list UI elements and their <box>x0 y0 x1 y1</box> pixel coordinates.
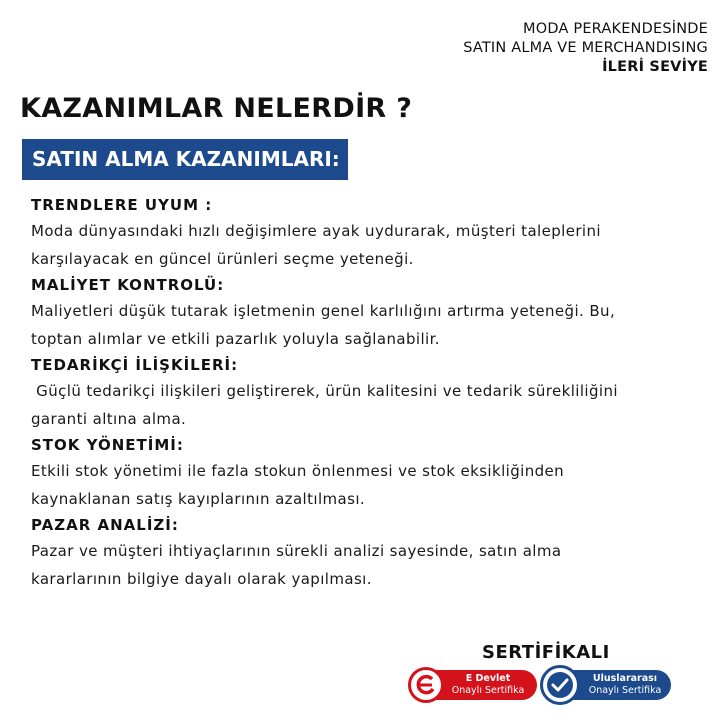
outcome-heading: TEDARİKÇİ İLİŞKİLERİ: <box>31 356 239 374</box>
outcome-trend <box>31 193 691 273</box>
course-title-line-1: MODA PERAKENDESİNDE <box>523 21 708 37</box>
outcome-description: Maliyetleri düşük tutarak işletmenin genel karlılığını artırma yeteneği. Bu, toptan alımlar ve etkili pazarlık yoluyla sağlanabilir. <box>31 302 616 348</box>
page-title: KAZANIMLAR NELERDİR ? <box>20 93 413 124</box>
outcome-stock-management <box>31 433 691 513</box>
outcome-description: Güçlü tedarikçi ilişkileri geliştirerek, ürün kalitesini ve tedarik sürekliliğini garanti altına alma. <box>31 382 618 428</box>
international-badge-title: Uluslararası <box>592 673 658 684</box>
course-level: İLERİ SEVİYE <box>602 59 708 75</box>
edevlet-badge-subtitle: Onaylı Sertifika <box>451 685 525 696</box>
outcome-description: Etkili stok yönetimi ile fazla stokun önlenmesi ve stok eksikliğinden kaynaklanan satış kayıplarının azaltılması. <box>31 462 565 508</box>
outcome-description: Pazar ve müşteri ihtiyaçlarının sürekli analizi sayesinde, satın alma kararlarının bilgiye dayalı olarak yapılması. <box>31 542 562 588</box>
course-title-block <box>463 20 708 77</box>
outcome-cost-control <box>31 273 691 353</box>
international-badge-subtitle: Onaylı Sertifika <box>588 685 662 696</box>
outcome-market-analysis <box>31 513 691 593</box>
edevlet-badge-title: E Devlet <box>465 673 511 684</box>
outcomes-list <box>31 193 691 593</box>
section-banner: SATIN ALMA KAZANIMLARI: <box>22 139 348 180</box>
outcome-supplier-relations <box>31 353 691 433</box>
course-title-line-2: SATIN ALMA VE MERCHANDISING <box>463 40 708 56</box>
outcome-heading: MALİYET KONTROLÜ: <box>31 276 225 294</box>
certified-label: SERTİFİKALI <box>482 642 610 663</box>
outcome-heading: TRENDLERE UYUM : <box>31 196 213 214</box>
outcome-heading: PAZAR ANALİZİ: <box>31 516 179 534</box>
checkmark-icon <box>540 665 580 705</box>
outcome-heading: STOK YÖNETİMİ: <box>31 436 184 454</box>
edevlet-logo-icon <box>408 667 444 703</box>
outcome-description: Moda dünyasındaki hızlı değişimlere ayak uydurarak, müşteri taleplerini karşılayacak en güncel ürünleri seçme yeteneği. <box>31 222 601 268</box>
